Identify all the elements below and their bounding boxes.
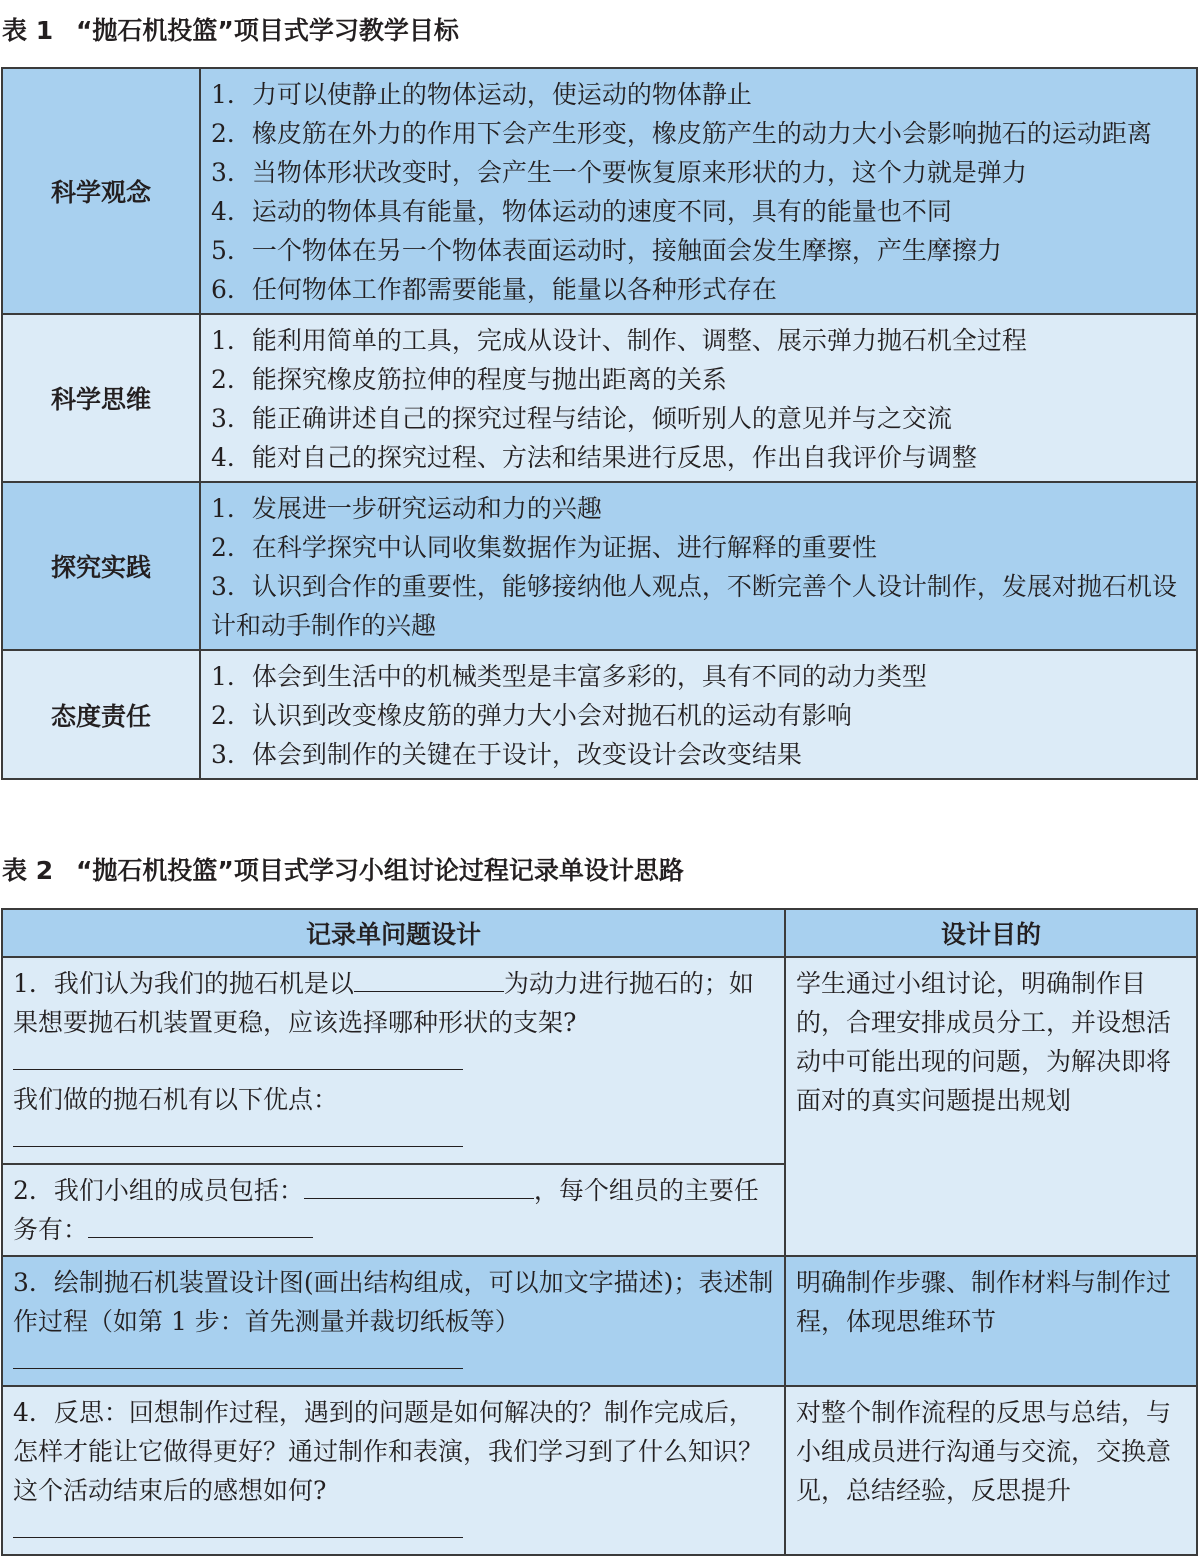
objective-item: 1．力可以使静止的物体运动，使运动的物体静止 — [211, 80, 752, 109]
header-question-design: 记录单问题设计 — [2, 909, 785, 957]
question-1-text-b: 为动力进行抛石的；如果想要抛石机装置更稳，应该选择哪种形状的支架? — [13, 969, 754, 1037]
purpose-4: 对整个制作流程的反思与总结，与小组成员进行沟通与交流，交换意见，总结经验，反思提升 — [796, 1398, 1172, 1505]
table1-caption-title: “抛石机投篮”项目式学习教学目标 — [76, 16, 459, 45]
table2-header-row — [2, 909, 1197, 957]
table1-row-attitude-responsibility — [2, 650, 1197, 779]
question-cell — [2, 1256, 785, 1386]
purpose-cell — [785, 1256, 1197, 1386]
question-2 — [13, 1171, 774, 1249]
table1-row-science-concept — [2, 68, 1197, 314]
objective-item: 2．能探究橡皮筋拉伸的程度与抛出距离的关系 — [211, 365, 727, 394]
objective-item: 4．运动的物体具有能量，物体运动的速度不同，具有的能量也不同 — [211, 197, 952, 226]
question-cell — [2, 957, 785, 1164]
purpose-3: 明确制作步骤、制作材料与制作过程，体现思维环节 — [796, 1268, 1172, 1336]
objective-item: 3．当物体形状改变时，会产生一个要恢复原来形状的力，这个力就是弹力 — [211, 158, 1027, 187]
objective-item: 1．体会到生活中的机械类型是丰富多彩的，具有不同的动力类型 — [211, 662, 927, 691]
items-cell — [200, 314, 1197, 482]
fill-blank — [354, 965, 504, 992]
category-cell: 探究实践 — [2, 482, 200, 650]
question-1 — [13, 964, 774, 1042]
table2-caption-number: 表 2 — [2, 856, 54, 885]
purpose-cell — [785, 1386, 1197, 1555]
fill-blank — [88, 1211, 313, 1238]
question-cell — [2, 1386, 785, 1555]
category-cell: 科学思维 — [2, 314, 200, 482]
record-sheet-design-table — [1, 908, 1198, 1556]
table1-row-inquiry-practice — [2, 482, 1197, 650]
objective-item: 3．体会到制作的关键在于设计，改变设计会改变结果 — [211, 740, 802, 769]
answer-line — [13, 1068, 463, 1070]
header-design-purpose: 设计目的 — [785, 909, 1197, 957]
objective-item: 3．能正确讲述自己的探究过程与结论，倾听别人的意见并与之交流 — [211, 404, 952, 433]
items-cell — [200, 68, 1197, 314]
table2-row-1 — [2, 957, 1197, 1164]
table1-row-science-thinking — [2, 314, 1197, 482]
answer-line — [13, 1536, 463, 1538]
items-cell — [200, 650, 1197, 779]
question-4: 4．反思：回想制作过程，遇到的问题是如何解决的？制作完成后，怎样才能让它做得更好？通过制作和表演，我们学习到了什么知识？这个活动结束后的感想如何? — [13, 1398, 764, 1505]
question-1-text-c: 我们做的抛石机有以下优点： — [13, 1085, 339, 1114]
question-2-text-a: 2．我们小组的成员包括： — [13, 1176, 304, 1205]
table1-caption-number: 表 1 — [2, 16, 54, 45]
objective-item: 1．发展进一步研究运动和力的兴趣 — [211, 494, 602, 523]
items-cell — [200, 482, 1197, 650]
question-cell — [2, 1164, 785, 1256]
objective-item: 2．橡皮筋在外力的作用下会产生形变，橡皮筋产生的动力大小会影响抛石的运动距离 — [211, 119, 1152, 148]
objective-item: 5．一个物体在另一个物体表面运动时，接触面会发生摩擦，产生摩擦力 — [211, 236, 1002, 265]
table2-row-4 — [2, 1386, 1197, 1555]
objective-item: 4．能对自己的探究过程、方法和结果进行反思，作出自我评价与调整 — [211, 443, 977, 472]
objective-item: 6．任何物体工作都需要能量，能量以各种形式存在 — [211, 275, 777, 304]
table2-caption — [2, 856, 684, 886]
question-1-text-a: 1．我们认为我们的抛石机是以 — [13, 969, 354, 998]
answer-line — [13, 1145, 463, 1147]
objective-item: 1．能利用简单的工具，完成从设计、制作、调整、展示弹力抛石机全过程 — [211, 326, 1027, 355]
teaching-objectives-table — [1, 67, 1198, 780]
objective-item: 2．认识到改变橡皮筋的弹力大小会对抛石机的运动有影响 — [211, 701, 852, 730]
table2-row-3 — [2, 1256, 1197, 1386]
category-cell: 科学观念 — [2, 68, 200, 314]
answer-line — [13, 1367, 463, 1369]
question-2-text-b: ，每个组员的主要任务有： — [13, 1176, 759, 1244]
category-cell: 态度责任 — [2, 650, 200, 779]
purpose-1: 学生通过小组讨论，明确制作目的，合理安排成员分工，并设想活动中可能出现的问题，为解决即将面对的真实问题提出规划 — [796, 969, 1172, 1115]
fill-blank — [304, 1172, 534, 1199]
purpose-cell — [785, 957, 1197, 1256]
table1-caption — [2, 16, 459, 46]
question-3: 3．绘制抛石机装置设计图(画出结构组成，可以加文字描述)；表述制作过程（如第 1 步：首先测量并裁切纸板等） — [13, 1268, 774, 1336]
objective-item: 2．在科学探究中认同收集数据作为证据、进行解释的重要性 — [211, 533, 877, 562]
table2-caption-title: “抛石机投篮”项目式学习小组讨论过程记录单设计思路 — [76, 856, 684, 885]
objective-item: 3．认识到合作的重要性，能够接纳他人观点，不断完善个人设计制作，发展对抛石机设计和动手制作的兴趣 — [211, 572, 1177, 640]
